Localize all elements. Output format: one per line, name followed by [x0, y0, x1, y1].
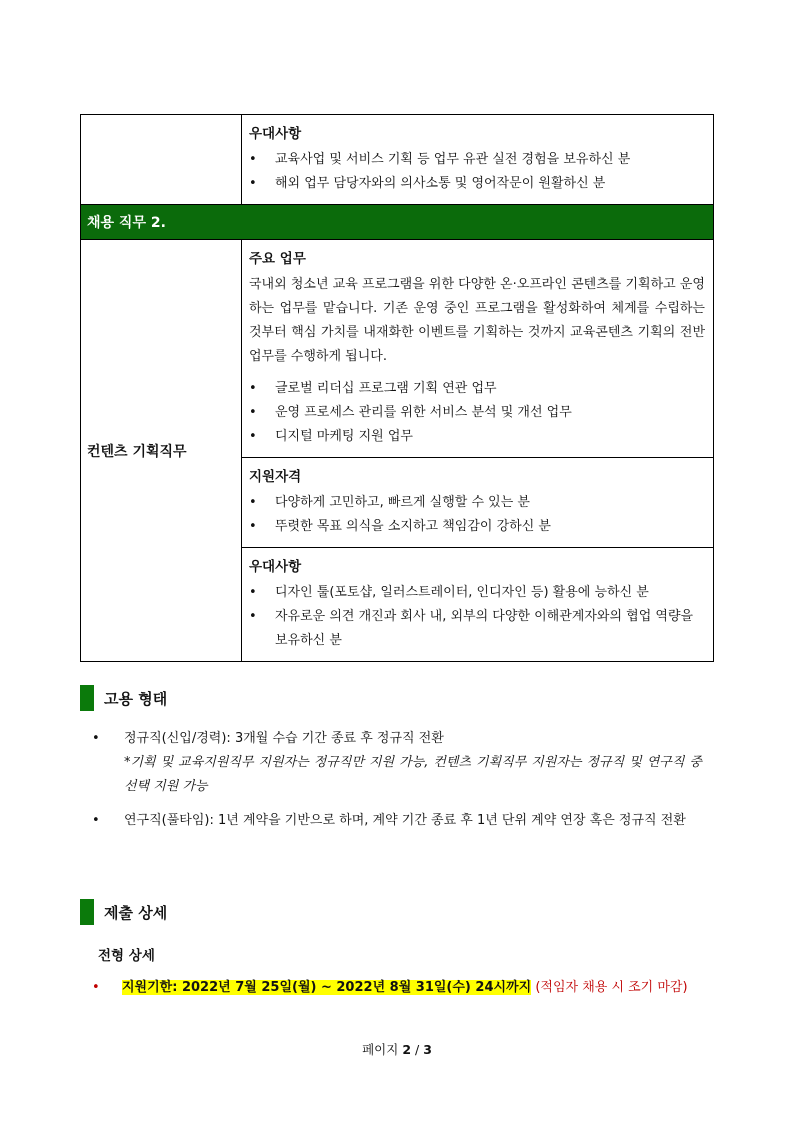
table-row — [81, 115, 714, 205]
list-item: • 다양하게 고민하고, 빠르게 실행할 수 있는 분 — [249, 491, 705, 515]
bullet-list — [249, 377, 705, 449]
list-item: • 운영 프로세스 관리를 위한 서비스 분석 및 개선 업무 — [249, 401, 705, 425]
bullet-icon: • — [249, 176, 257, 191]
bullet-icon: • — [92, 980, 100, 995]
qualifications-cell — [242, 458, 714, 548]
bullet-list — [249, 148, 705, 196]
page-separator: / — [415, 1042, 420, 1057]
list-item: • 디자인 툴(포토샵, 일러스트레이터, 인디자인 등) 활용에 능하신 분 — [249, 581, 705, 605]
heading-text: 고용 형태 — [104, 689, 168, 708]
list-item: • 해외 업무 담당자와의 의사소통 및 영어작문이 원활하신 분 — [249, 172, 705, 196]
process-subheading: 전형 상세 — [98, 948, 155, 964]
role-label: 컨텐츠 기획직무 — [81, 240, 242, 662]
bullet-icon: • — [249, 152, 257, 167]
bullet-icon: • — [249, 585, 257, 600]
bullet-icon: • — [92, 813, 100, 828]
list-item: • 자유로운 의견 개진과 회사 내, 외부의 다양한 이해관계자와의 협업 역량을 보유하신 분 — [249, 605, 705, 653]
job-table — [80, 114, 714, 662]
empty-left-cell — [81, 115, 242, 205]
duty-description: 국내외 청소년 교육 프로그램을 위한 다양한 온·오프라인 콘텐츠를 기획하고 운영하는 업무를 맡습니다. 기존 운영 중인 프로그램을 활성화하여 체계를 수립하는 것부터 핵심 가치를 내재화한 이벤트를 기획하는 것까지 교육콘텐츠 기획의 전반 업무를 수행하게 됩니다. — [249, 277, 705, 364]
employment-list — [92, 727, 702, 843]
page-current: 2 — [402, 1042, 412, 1057]
deadline-text: 지원기한: 2022년 7월 25일(월) ~ 2022년 8월 31일(수) 24시까지 — [122, 980, 532, 995]
deadline-note: (적임자 채용 시 조기 마감) — [535, 980, 688, 995]
page-footer — [0, 1040, 794, 1058]
section-marker-icon — [80, 899, 94, 925]
bullet-list — [249, 581, 705, 653]
deadline-item — [92, 976, 688, 1000]
bullet-list — [249, 491, 705, 539]
employment-heading — [80, 685, 167, 711]
bullet-icon: • — [249, 609, 257, 624]
preferences-cell — [242, 548, 714, 662]
bullet-icon: • — [92, 731, 100, 746]
job2-header: 채용 직무 2. — [81, 205, 714, 240]
list-item: • 교육사업 및 서비스 기획 등 업무 유관 실전 경험을 보유하신 분 — [249, 148, 705, 172]
submission-heading — [80, 899, 167, 925]
page-label: 페이지 — [362, 1042, 399, 1057]
duties-cell — [242, 240, 714, 458]
bullet-icon: • — [249, 381, 257, 396]
section-title: 우대사항 — [249, 559, 302, 575]
table-row — [81, 205, 714, 240]
employment-note: *기획 및 교육지원직무 지원자는 정규직만 지원 가능, 컨텐츠 기획직무 지원자는 정규직 및 연구직 중 선택 지원 가능 — [124, 755, 702, 794]
preferences-cell — [242, 115, 714, 205]
heading-text: 제출 상세 — [104, 903, 168, 922]
list-item: • 뚜렷한 목표 의식을 소지하고 책임감이 강하신 분 — [249, 515, 705, 539]
bullet-icon: • — [249, 405, 257, 420]
section-title: 주요 업무 — [249, 251, 306, 267]
page-total: 3 — [423, 1042, 432, 1057]
table-row — [81, 240, 714, 458]
list-item: • 디지털 마케팅 지원 업무 — [249, 425, 705, 449]
section-title: 우대사항 — [249, 126, 302, 142]
section-marker-icon — [80, 685, 94, 711]
list-item: • 정규직(신입/경력): 3개월 수습 기간 종료 후 정규직 전환 *기획 및 교육지원직무 지원자는 정규직만 지원 가능, 컨텐츠 기획직무 지원자는 정규직 및 연구직 중 선택 지원 가능 — [92, 727, 702, 799]
bullet-icon: • — [249, 429, 257, 444]
list-item: • 연구직(풀타임): 1년 계약을 기반으로 하며, 계약 기간 종료 후 1년 단위 계약 연장 혹은 정규직 전환 — [92, 809, 702, 833]
bullet-icon: • — [249, 519, 257, 534]
list-item: • 글로벌 리더십 프로그램 기획 연관 업무 — [249, 377, 705, 401]
bullet-icon: • — [249, 495, 257, 510]
section-title: 지원자격 — [249, 469, 302, 485]
